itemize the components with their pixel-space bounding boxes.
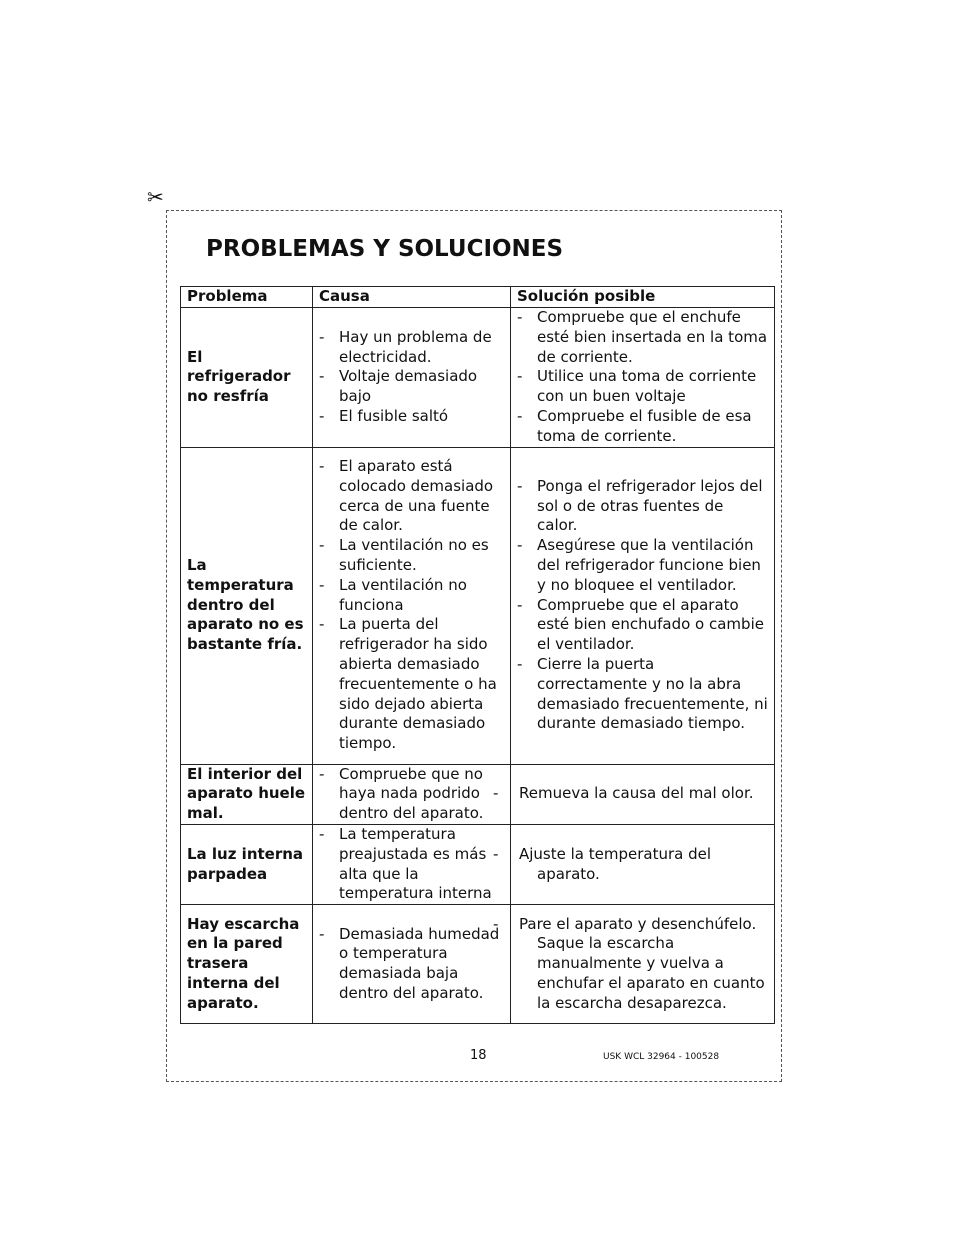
solution-cell: [511, 905, 775, 1024]
list-item: - Compruebe el fusible de esa toma de corriente.: [517, 407, 768, 447]
problem-cell: Hay escarcha en la pared trasera interna del aparato.: [181, 905, 313, 1024]
cause-list: [319, 457, 504, 754]
list-item: - Remueva la causa del mal olor.: [517, 784, 768, 804]
list-item: - El aparato está colocado demasiado cerca de una fuente de calor.: [319, 457, 504, 536]
list-item: - La temperatura preajustada es más alta que la temperatura interna: [319, 825, 504, 904]
list-item: - Demasiada humedad o temperatura demasiada baja dentro del aparato.: [319, 925, 504, 1004]
problem-cell: El interior del aparato huele mal.: [181, 764, 313, 824]
list-item: - Cierre la puerta correctamente y no la abra demasiado frecuentemente, ni durante demasiado tiempo.: [517, 655, 768, 734]
scissors-icon: ✂: [147, 185, 164, 209]
list-item: - Hay un problema de electricidad.: [319, 328, 504, 368]
cause-cell: [313, 764, 511, 824]
cause-list: [319, 925, 504, 1004]
table-row: [181, 764, 775, 824]
solution-list: [517, 784, 768, 804]
cause-list: [319, 765, 504, 824]
list-item: - Compruebe que el aparato esté bien enchufado o cambie el ventilador.: [517, 596, 768, 655]
list-item: - Ajuste la temperatura del aparato.: [517, 845, 768, 885]
problem-cell: La temperatura dentro del aparato no es bastante fría.: [181, 447, 313, 764]
solution-cell: [511, 824, 775, 904]
cause-cell: [313, 308, 511, 448]
page-number: 18: [470, 1048, 487, 1063]
list-item: - El fusible saltó: [319, 407, 504, 427]
solution-list: [517, 477, 768, 734]
solution-cell: [511, 447, 775, 764]
list-item: - Compruebe que no haya nada podrido dentro del aparato.: [319, 765, 504, 824]
cause-cell: [313, 905, 511, 1024]
troubleshooting-table: [180, 286, 775, 1024]
list-item: - Pare el aparato y desenchúfelo. Saque la escarcha manualmente y vuelva a enchufar el aparato en cuanto la escarcha desaparezca.: [517, 915, 768, 1014]
list-item: - La ventilación no funciona: [319, 576, 504, 616]
header-problem: Problema: [181, 287, 313, 308]
cause-cell: [313, 447, 511, 764]
solution-list: [517, 915, 768, 1014]
cause-list: [319, 328, 504, 427]
problem-cell: El refrigerador no resfría: [181, 308, 313, 448]
list-item: - Voltaje demasiado bajo: [319, 367, 504, 407]
solution-list: [517, 845, 768, 885]
list-item: - Compruebe que el enchufe esté bien insertada en la toma de corriente.: [517, 308, 768, 367]
table-row: [181, 308, 775, 448]
header-solution: Solución posible: [511, 287, 775, 308]
list-item: - Ponga el refrigerador lejos del sol o de otras fuentes de calor.: [517, 477, 768, 536]
solution-cell: [511, 308, 775, 448]
table-row: [181, 824, 775, 904]
problem-cell: La luz interna parpadea: [181, 824, 313, 904]
header-cause: Causa: [313, 287, 511, 308]
list-item: - La puerta del refrigerador ha sido abierta demasiado frecuentemente o ha sido dejado abierta durante demasiado tiempo.: [319, 615, 504, 754]
table-row: [181, 447, 775, 764]
solution-cell: [511, 764, 775, 824]
cause-list: [319, 825, 504, 904]
list-item: - Utilice una toma de corriente con un buen voltaje: [517, 367, 768, 407]
cause-cell: [313, 824, 511, 904]
solution-list: [517, 308, 768, 447]
table-header-row: [181, 287, 775, 308]
list-item: - La ventilación no es suficiente.: [319, 536, 504, 576]
page-title: PROBLEMAS Y SOLUCIONES: [206, 236, 564, 262]
document-code: USK WCL 32964 - 100528: [603, 1052, 720, 1062]
table-row: [181, 905, 775, 1024]
list-item: - Asegúrese que la ventilación del refrigerador funcione bien y no bloquee el ventilador.: [517, 536, 768, 595]
